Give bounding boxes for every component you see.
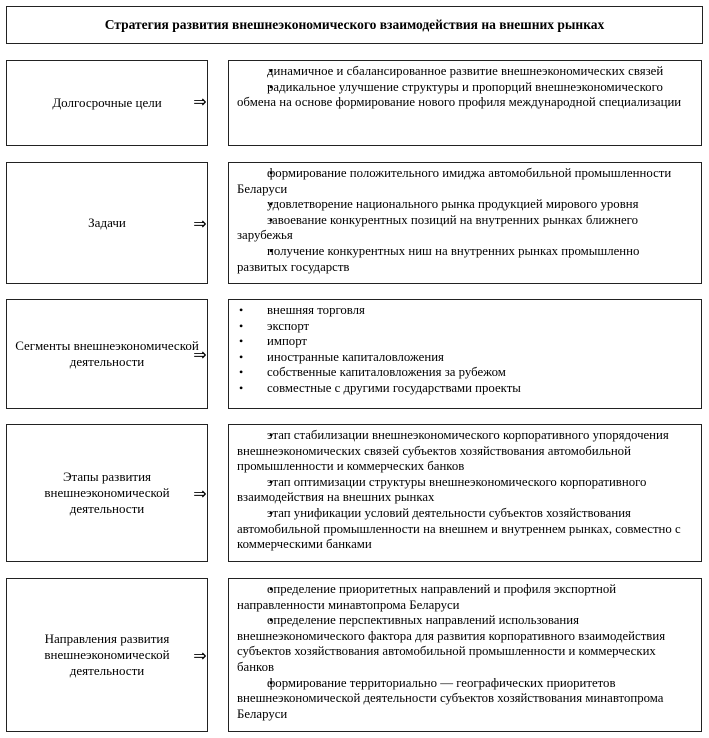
list-item: • определение приоритетных направлений и профиля экспортной направленности минавтопрома Беларуси — [237, 582, 693, 613]
list-item: • получение конкурентных ниш на внутренних рынках промышленно развитых государств — [237, 244, 693, 275]
list-item: • формирование территориально — географических приоритетов внешнеэкономической деятельности субъектов хозяйствования минавтопрома Беларуси — [237, 676, 693, 723]
arrow-icon: ⇒ — [193, 214, 207, 233]
list-item: • экспорт — [237, 319, 693, 335]
list-item: • динамичное и сбалансированное развитие внешнеэкономических связей — [237, 64, 693, 80]
arrow-icon: ⇒ — [193, 345, 207, 364]
section-items-directions — [228, 578, 702, 732]
section-items-tasks — [228, 162, 702, 284]
list-item: • импорт — [237, 334, 693, 350]
list-item: • радикальное улучшение структуры и пропорций внешнеэкономического обмена на основе формирование нового профиля международной специализации — [237, 80, 693, 111]
list-item: • иностранные капиталовложения — [237, 350, 693, 366]
section-label-long-term-goals: Долгосрочные цели — [6, 60, 208, 146]
list-item: • удовлетворение национального рынка продукцией мирового уровня — [237, 197, 693, 213]
section-label-stages: Этапы развития внешнеэкономической деятельности — [6, 424, 208, 562]
list-item: • формирование положительного имиджа автомобильной промышленности Беларуси — [237, 166, 693, 197]
list-item: • завоевание конкурентных позиций на внутренних рынках ближнего зарубежья — [237, 213, 693, 244]
section-items-stages — [228, 424, 702, 562]
list-item: • этап оптимизации структуры внешнеэкономического корпоративного взаимодействия на внешних рынках — [237, 475, 693, 506]
list-item: • этап унификации условий деятельности субъектов хозяйствования автомобильной промышленности на внешнем и внутреннем рынках, совместно с коммерческими банками — [237, 506, 693, 553]
arrow-icon: ⇒ — [193, 484, 207, 503]
section-label-segments: Сегменты внешнеэкономической деятельности — [6, 299, 208, 409]
section-label-directions: Направления развития внешнеэкономической деятельности — [6, 578, 208, 732]
arrow-icon: ⇒ — [193, 646, 207, 665]
section-items-segments — [228, 299, 702, 409]
diagram-title: Стратегия развития внешнеэкономического взаимодействия на внешних рынках — [6, 6, 703, 44]
arrow-icon: ⇒ — [193, 92, 207, 111]
list-item: • собственные капиталовложения за рубежом — [237, 365, 693, 381]
list-item: • этап стабилизации внешнеэкономического корпоративного упорядочения внешнеэкономических связей субъектов хозяйствования автомобильной промышленности и коммерческих банков — [237, 428, 693, 475]
section-items-long-term-goals — [228, 60, 702, 146]
list-item: • внешняя торговля — [237, 303, 693, 319]
list-item: • определение перспективных направлений использования внешнеэкономического фактора для развития корпоративного взаимодействия субъектов хозяйствования автомобильной промышленности и коммерческих банков — [237, 613, 693, 675]
section-label-tasks: Задачи — [6, 162, 208, 284]
list-item: • совместные с другими государствами проекты — [237, 381, 693, 397]
